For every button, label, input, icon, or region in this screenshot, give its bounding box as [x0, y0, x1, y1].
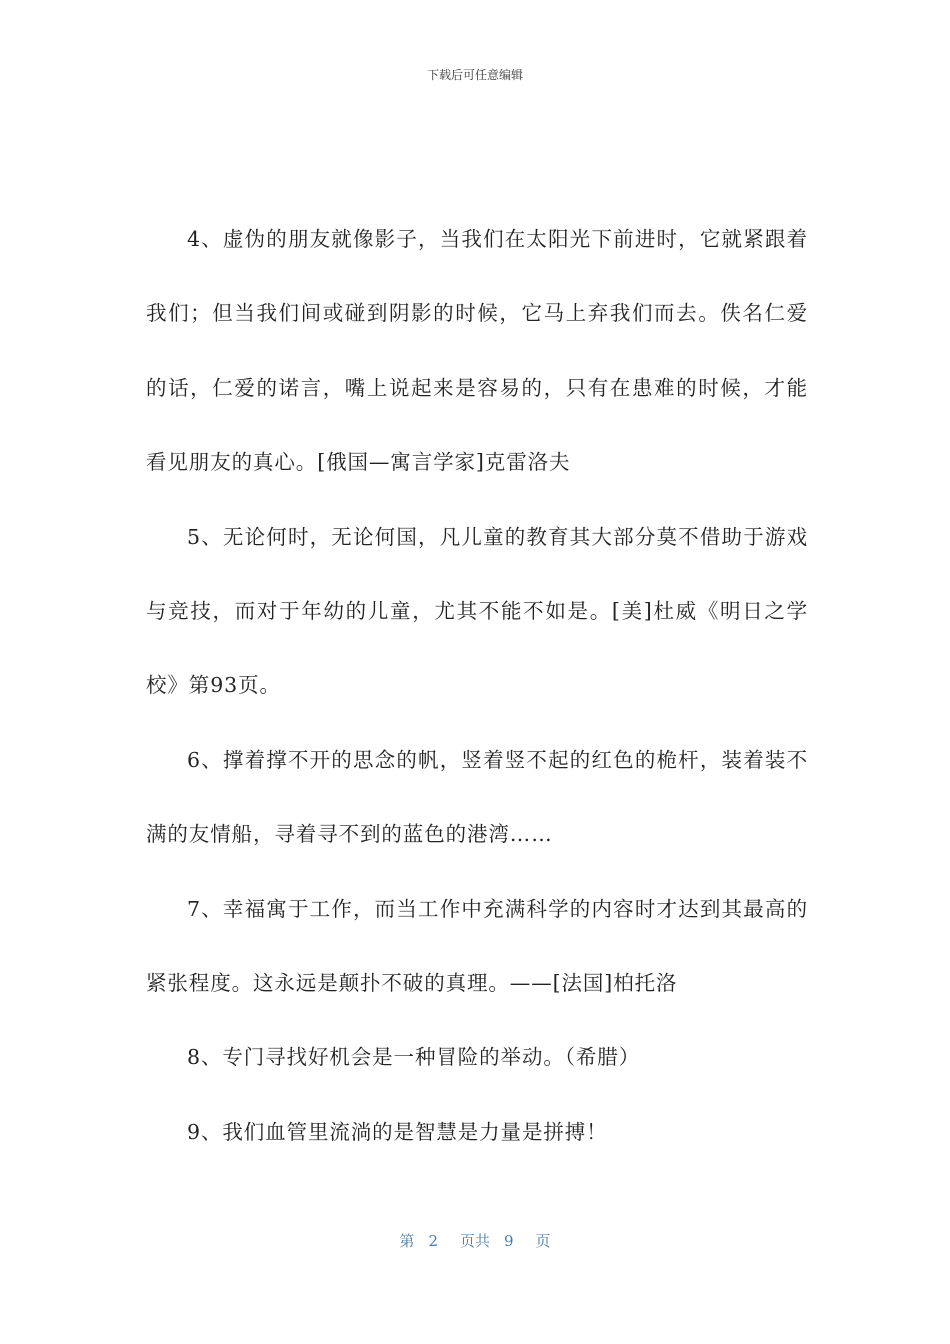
- page-mid-text: 页共: [459, 1232, 490, 1250]
- total-pages-number: 9: [504, 1232, 514, 1250]
- header-note: 下载后可任意编辑: [426, 68, 523, 82]
- current-page-number: 2: [428, 1232, 438, 1250]
- paragraph-quote-6: 6、撑着撑不开的思念的帆，竖着竖不起的红色的桅杆，装着装不满的友情船，寻着寻不到的蓝色的港湾……: [146, 747, 808, 847]
- paragraph-quote-9: 9、我们血管里流淌的是智慧是力量是拼搏！: [187, 1119, 608, 1144]
- paragraph-quote-8: 8、专门寻找好机会是一种冒险的举动。（希腊）: [187, 1045, 641, 1070]
- document-body: [146, 202, 808, 1169]
- paragraph-quote-7: 7、幸福寓于工作，而当工作中充满科学的内容时才达到其最高的紧张程度。这永远是颠扑不破的真理。——[法国]柏托洛: [146, 896, 808, 996]
- paragraph-quote-4: 4、虚伪的朋友就像影子，当我们在太阳光下前进时，它就紧跟着我们；但当我们间或碰到阴影的时候，它马上弃我们而去。佚名仁爱的话，仁爱的诺言，嘴上说起来是容易的，只有在患难的时候，才能看见朋友的真心。[俄国—寓言学家]克雷洛夫: [146, 227, 808, 475]
- page-number-footer: [0, 1230, 950, 1251]
- page-suffix: 页: [535, 1232, 551, 1250]
- paragraph-quote-5: 5、无论何时，无论何国，凡儿童的教育其大部分莫不借助于游戏与竞技，而对于年幼的儿童，尤其不能不如是。[美]杜威《明日之学校》第93页。: [146, 524, 808, 698]
- page-prefix: 第: [399, 1232, 415, 1250]
